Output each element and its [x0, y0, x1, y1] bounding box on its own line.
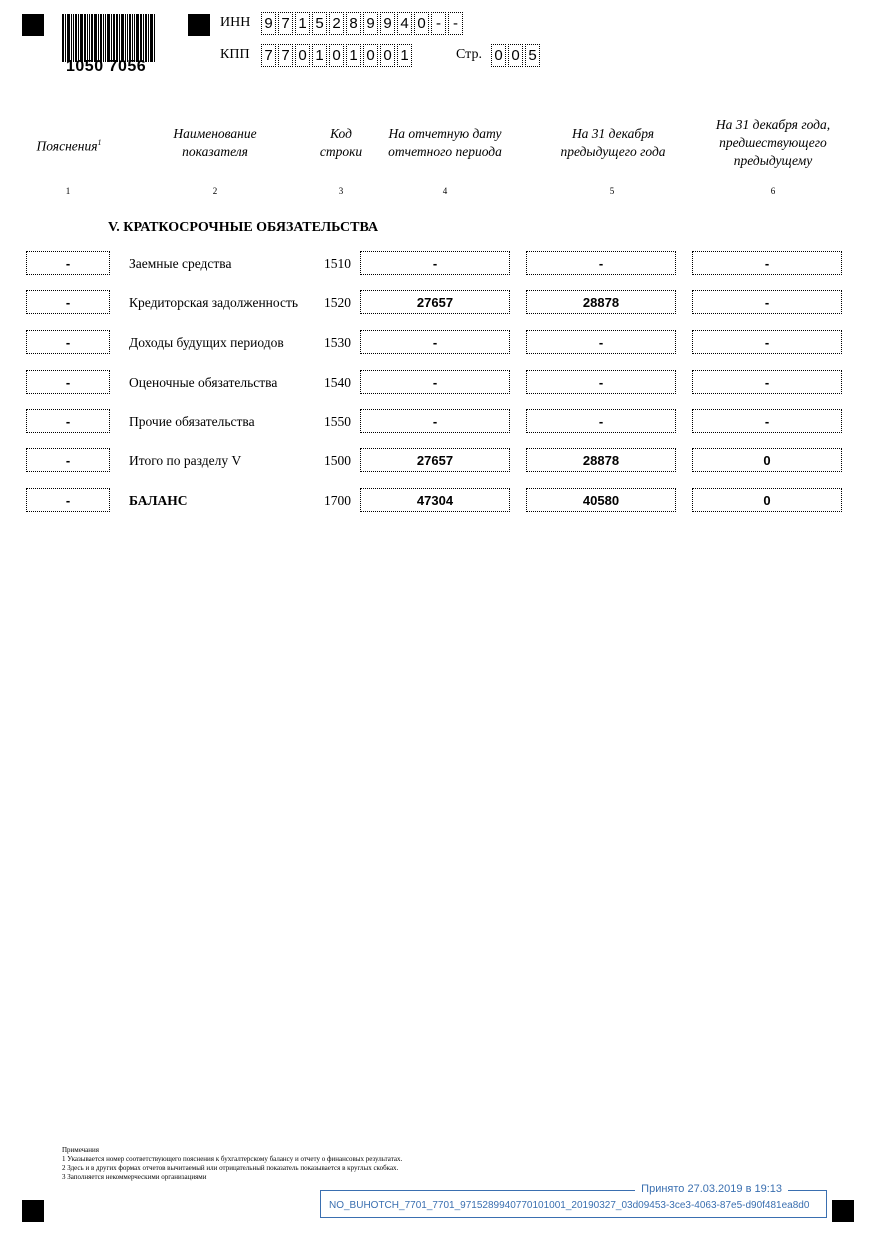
barcode	[62, 14, 162, 64]
barcode-bar	[87, 14, 88, 62]
row-note-box: -	[26, 290, 110, 314]
barcode-bar	[62, 14, 64, 62]
footnotes-title: Примечания	[62, 1146, 100, 1154]
barcode-bar	[140, 14, 142, 62]
row-1530	[0, 330, 874, 356]
stamp-file-name: NO_BUHOTCH_7701_7701_9715289940770101001_20190327_03d09453-3ce3-4063-87e5-d90f481ea8d0	[329, 1200, 810, 1211]
row-value-current: 27657	[360, 290, 510, 314]
row-note-box: -	[26, 409, 110, 433]
row-value-current: 27657	[360, 448, 510, 472]
inn-cells	[261, 12, 465, 35]
kpp-label: КПП	[220, 47, 250, 62]
col-head-prevprev: На 31 декабря года, предшествующего предыдущему	[715, 117, 831, 168]
barcode-bar	[127, 14, 128, 62]
barcode-bar	[105, 14, 106, 62]
barcode-bar	[94, 14, 97, 62]
row-value-prev: 40580	[526, 488, 676, 512]
barcode-bar	[121, 14, 124, 62]
col-num-3: 3	[338, 186, 344, 196]
col-num-2: 2	[212, 186, 218, 196]
inn-cell: 0	[414, 12, 429, 35]
barcode-bar	[145, 14, 147, 62]
row-value-current: -	[360, 330, 510, 354]
row-code: 1500	[324, 453, 351, 468]
barcode-bar	[84, 14, 86, 62]
barcode-bar	[154, 14, 155, 62]
page-cell: 0	[508, 44, 523, 67]
row-1520	[0, 290, 874, 316]
row-value-prevprev: 0	[692, 488, 842, 512]
inn-cell: -	[431, 12, 446, 35]
barcode-bar	[134, 14, 135, 62]
row-code: 1530	[324, 335, 351, 350]
row-value-prev: -	[526, 409, 676, 433]
row-name: Заемные средства	[129, 256, 232, 271]
row-value-prevprev: -	[692, 370, 842, 394]
row-value-prev: -	[526, 330, 676, 354]
kpp-cell: 0	[363, 44, 378, 67]
col-head-current: На отчетную дату отчетного периода	[388, 126, 502, 159]
kpp-cell: 7	[261, 44, 276, 67]
inn-cell: 9	[261, 12, 276, 35]
col-head-notes-text: Пояснения	[36, 138, 98, 154]
barcode-bar	[113, 14, 115, 62]
row-name: Прочие обязательства	[129, 414, 255, 429]
barcode-bar	[73, 14, 74, 62]
row-value-prev: 28878	[526, 448, 676, 472]
kpp-cell: 1	[397, 44, 412, 67]
barcode-bar	[67, 14, 70, 62]
row-1550	[0, 409, 874, 435]
row-1500	[0, 448, 874, 474]
kpp-cell: 0	[380, 44, 395, 67]
row-note-box: -	[26, 488, 110, 512]
inn-cell: -	[448, 12, 463, 35]
col-head-name: Наименование показателя	[173, 126, 257, 159]
page-label: Стр.	[456, 47, 482, 62]
kpp-cell: 1	[312, 44, 327, 67]
barcode-bar	[100, 14, 102, 62]
footnote-2: 2 Здесь и в других формах отчетов вычитаемый или отрицательный показатель показывается в круглых скобках.	[62, 1164, 399, 1172]
barcode-bar	[148, 14, 149, 62]
corner-marker-bottom-left	[22, 1200, 44, 1222]
inn-cell: 8	[346, 12, 361, 35]
barcode-number: 1050 7056	[66, 58, 147, 75]
row-name: Оценочные обязательства	[129, 375, 278, 390]
barcode-bar	[116, 14, 118, 62]
row-value-prevprev: -	[692, 251, 842, 275]
row-value-prevprev: -	[692, 330, 842, 354]
footnote-3: 3 Заполняется некоммерческими организациями	[62, 1173, 207, 1181]
row-1540	[0, 370, 874, 396]
inn-cell: 2	[329, 12, 344, 35]
barcode-bar	[111, 14, 112, 62]
col-head-code: Код строки	[319, 126, 363, 159]
row-code: 1510	[324, 256, 351, 271]
footnotes	[62, 1146, 402, 1182]
row-value-prevprev: -	[692, 409, 842, 433]
barcode-bar	[91, 14, 93, 62]
barcode-bar	[89, 14, 90, 62]
col-num-5: 5	[609, 186, 615, 196]
col-num-1: 1	[65, 186, 71, 196]
inn-cell: 7	[278, 12, 293, 35]
row-value-prev: -	[526, 370, 676, 394]
barcode-bar	[107, 14, 110, 62]
barcode-bar	[98, 14, 99, 62]
barcode-bar	[150, 14, 153, 62]
barcode-bar	[65, 14, 66, 62]
footnote-1: 1 Указывается номер соответствующего пояснения к бухгалтерскому балансу и отчету о финансовых результатах.	[62, 1155, 403, 1163]
kpp-cells	[261, 44, 414, 67]
barcode-bar	[129, 14, 131, 62]
row-note-box: -	[26, 448, 110, 472]
row-value-prevprev: 0	[692, 448, 842, 472]
barcode-bar	[78, 14, 79, 62]
inn-cell: 4	[397, 12, 412, 35]
row-note-box: -	[26, 251, 110, 275]
corner-marker-bottom-right	[832, 1200, 854, 1222]
row-value-prev: -	[526, 251, 676, 275]
page-cell: 0	[491, 44, 506, 67]
barcode-bar	[71, 14, 72, 62]
inn-cell: 5	[312, 12, 327, 35]
section-title: V. КРАТКОСРОЧНЫЕ ОБЯЗАТЕЛЬСТВА	[108, 220, 379, 235]
kpp-cell: 1	[346, 44, 361, 67]
row-1700	[0, 488, 874, 514]
row-name: Итого по разделу V	[129, 453, 242, 468]
row-value-prevprev: -	[692, 290, 842, 314]
barcode-bar	[125, 14, 126, 62]
row-note-box: -	[26, 370, 110, 394]
barcode-bar	[136, 14, 139, 62]
row-note-box: -	[26, 330, 110, 354]
row-value-current: -	[360, 251, 510, 275]
corner-marker-top-right	[188, 14, 210, 36]
row-name: Доходы будущих периодов	[129, 335, 284, 350]
col-num-6: 6	[770, 186, 776, 196]
barcode-bar	[75, 14, 77, 62]
row-value-prev: 28878	[526, 290, 676, 314]
col-num-4: 4	[442, 186, 448, 196]
row-code: 1700	[324, 493, 351, 508]
row-code: 1540	[324, 375, 351, 390]
col-head-notes	[24, 134, 114, 156]
col-head-prev: На 31 декабря предыдущего года	[560, 126, 666, 159]
row-code: 1550	[324, 414, 351, 429]
inn-cell: 9	[380, 12, 395, 35]
inn-cell: 1	[295, 12, 310, 35]
barcode-bar	[80, 14, 83, 62]
corner-marker-top-left	[22, 14, 44, 36]
page-cell: 5	[525, 44, 540, 67]
row-value-current: -	[360, 409, 510, 433]
barcode-bar	[143, 14, 144, 62]
row-value-current: 47304	[360, 488, 510, 512]
barcode-bar	[103, 14, 104, 62]
page-cells	[491, 44, 542, 67]
row-name: Кредиторская задолженность	[129, 295, 299, 310]
barcode-bar	[119, 14, 120, 62]
inn-label: ИНН	[220, 15, 251, 30]
kpp-cell: 0	[329, 44, 344, 67]
row-name: БАЛАНС	[129, 493, 188, 508]
row-code: 1520	[324, 295, 351, 310]
barcode-bar	[132, 14, 133, 62]
col-head-notes-sup: 1	[97, 138, 102, 147]
row-value-current: -	[360, 370, 510, 394]
stamp-accepted-text: Принято 27.03.2019 в 19:13	[635, 1183, 788, 1195]
row-1510	[0, 251, 874, 277]
kpp-cell: 0	[295, 44, 310, 67]
acceptance-stamp	[320, 1183, 827, 1218]
inn-cell: 9	[363, 12, 378, 35]
kpp-cell: 7	[278, 44, 293, 67]
